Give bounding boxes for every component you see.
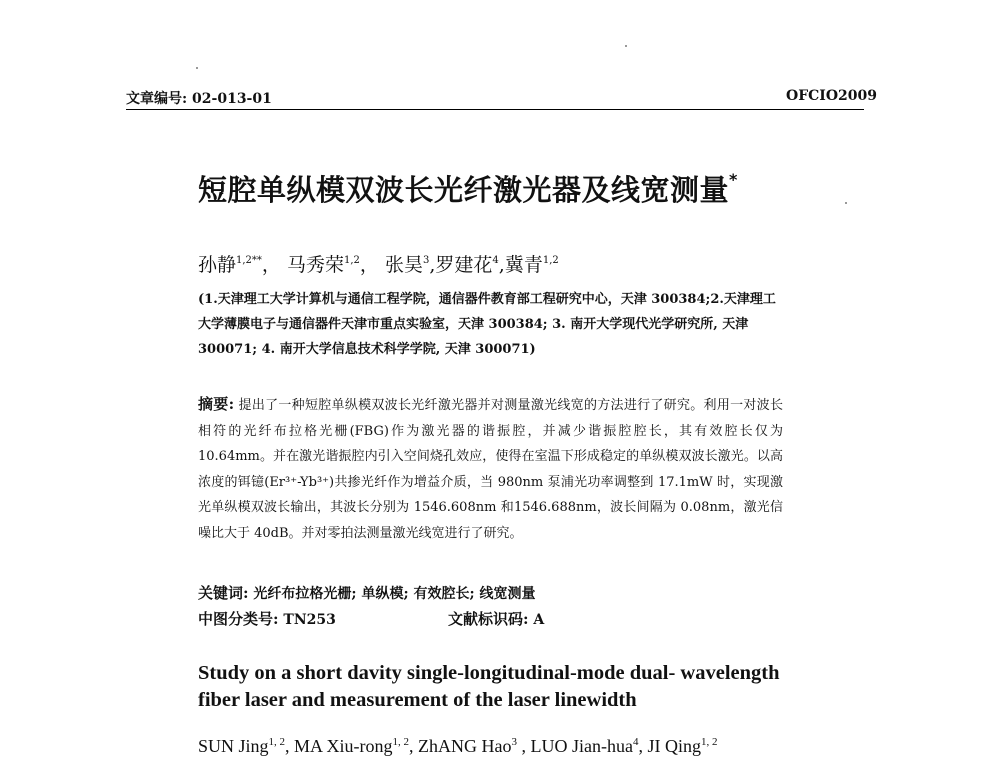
en-author-mark: 1, 2 — [268, 736, 286, 748]
en-author-name: LUO Jian-hua — [530, 736, 633, 756]
author-separator: , — [498, 254, 505, 276]
en-author-mark: 3 — [511, 736, 517, 748]
scan-speck — [845, 202, 847, 204]
english-author-list — [198, 736, 798, 757]
abstract-label: 摘要: — [198, 395, 235, 413]
author-name: 冀青 — [504, 254, 543, 276]
header-rule — [126, 109, 864, 110]
author-list — [198, 250, 798, 277]
author-separator: ， — [359, 254, 379, 276]
author-name: 马秀荣 — [286, 254, 344, 276]
clc-value: TN253 — [283, 612, 336, 628]
scan-speck — [625, 45, 627, 47]
english-title: Study on a short davity single-longitudinal-mode dual- wavelength fiber laser and measurement of the laser linewidth — [198, 662, 780, 711]
author-separator: , — [429, 254, 436, 276]
paper-title — [198, 168, 838, 209]
en-author-name: SUN Jing — [198, 736, 269, 756]
clc-label: 中图分类号: — [198, 610, 279, 628]
en-author-name: JI Qing — [647, 736, 701, 756]
author-name: 张昊 — [384, 254, 423, 276]
keywords-line — [198, 582, 536, 603]
title-footnote-mark: * — [729, 170, 738, 190]
author-name: 孙静 — [198, 254, 237, 276]
en-author-name: ZhANG Hao — [418, 736, 512, 756]
paper-title-text: 短腔单纵模双波长光纤激光器及线宽测量 — [198, 173, 730, 207]
author-affiliation-mark: 1,2 — [542, 255, 559, 266]
affiliation-block: (1.天津理工大学计算机与通信工程学院，通信器件教育部工程研究中心，天津 300384;2.天津理工大学薄膜电子与通信器件天津市重点实验室，天津 300384; 3. 南开大学现代光学研究所, 天津 300071; 4. 南开大学信息技术科学学院, 天津 300071) — [198, 292, 776, 357]
author-affiliation-mark: 1,2 — [344, 255, 360, 266]
author-affiliation-mark: 1,2** — [236, 255, 262, 266]
conference-name: OFCIO2009 — [786, 88, 877, 104]
scan-speck — [196, 67, 198, 69]
author-separator: ， — [261, 254, 281, 276]
author-affiliation-mark: 3 — [422, 255, 430, 266]
doc-code-value: A — [533, 612, 545, 628]
author-name: 罗建花 — [435, 254, 493, 276]
en-author-separator: , — [638, 736, 648, 756]
en-author-separator: , — [517, 736, 531, 756]
keywords-label: 关键词: — [198, 584, 249, 602]
en-author-mark: 1, 2 — [700, 736, 718, 748]
author-affiliation-mark: 4 — [492, 255, 499, 266]
document-code — [448, 608, 544, 629]
en-author-name: MA Xiu-rong — [294, 736, 393, 756]
abstract — [198, 392, 783, 546]
article-number: 文章编号: 02-013-01 — [126, 91, 272, 107]
en-author-separator: , — [409, 736, 419, 756]
classification-line — [198, 608, 545, 629]
keywords-text: 光纤布拉格光栅; 单纵模; 有效腔长; 线宽测量 — [253, 586, 536, 602]
en-author-mark: 1, 2 — [392, 736, 410, 748]
en-author-separator: , — [285, 736, 295, 756]
en-author-mark: 4 — [632, 736, 639, 748]
doc-code-label: 文献标识码: — [448, 610, 529, 628]
abstract-text: 提出了一种短腔单纵模双波长光纤激光器并对测量激光线宽的方法进行了研究。利用一对波长相符的光纤布拉格光栅(FBG)作为激光器的谐振腔，并减少谐振腔腔长，其有效腔长仅为 10.64mm。并在激光谐振腔内引入空间烧孔效应，使得在室温下形成稳定的单纵模双波长激光。以高浓度的铒镱(Er³⁺-Yb³⁺)共掺光纤作为增益介质，当 980nm 泵浦光功率调整到 17.1mW 时，实现激光单纵模双波长输出，其波长分别为 1546.608nm 和1546.688nm，波长间隔为 0.08nm，激光信噪比大于 40dB。并对零拍法测量激光线宽进行了研究。 — [198, 398, 783, 541]
